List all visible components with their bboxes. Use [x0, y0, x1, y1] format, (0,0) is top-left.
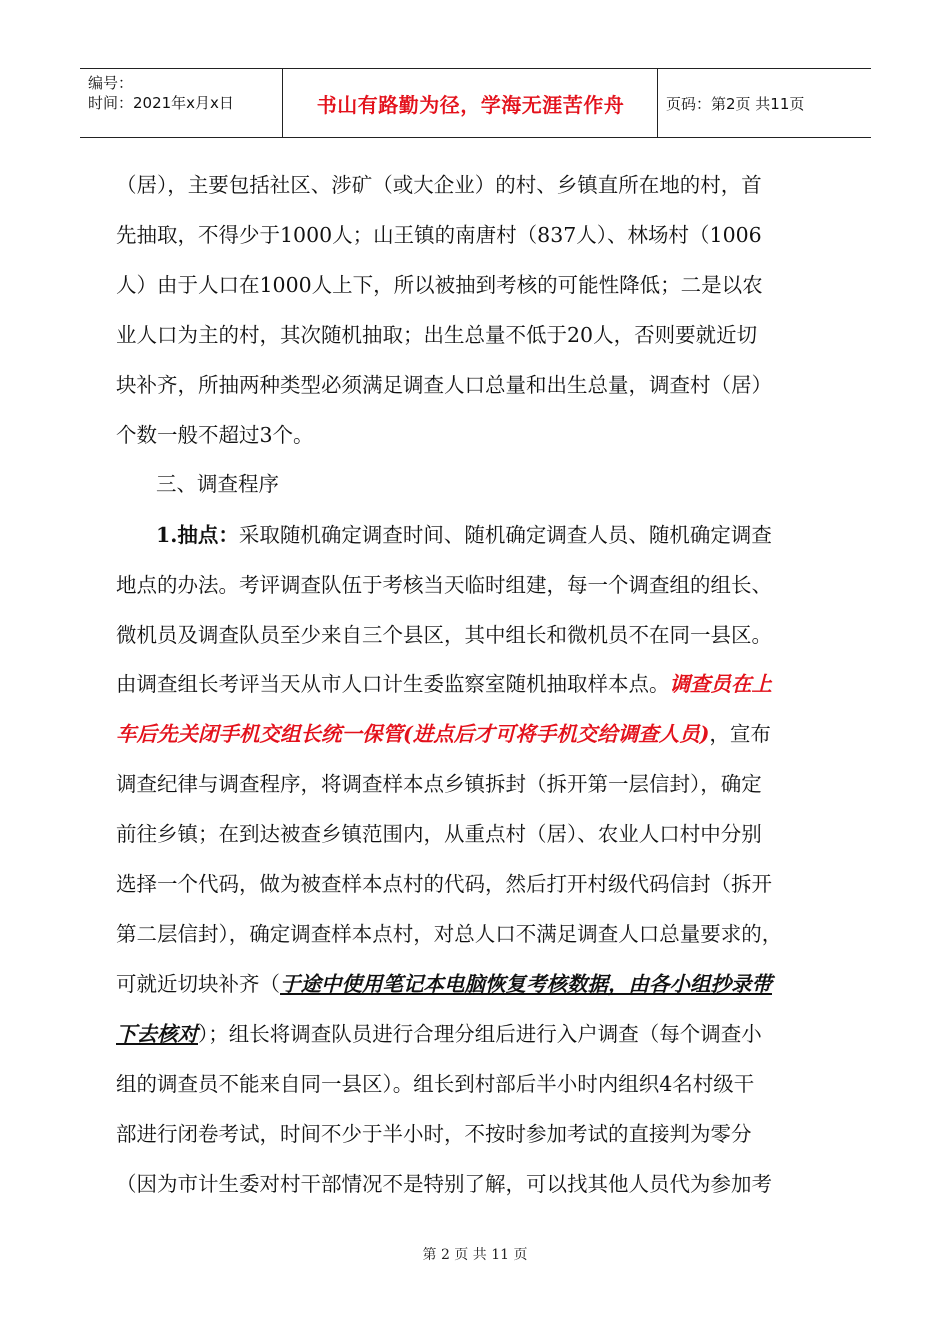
item-text: 采取随机确定调查时间、随机确定调查人员、随机确定调查: [238, 523, 772, 547]
body-line-1: （居），主要包括社区、涉矿（或大企业）的村、乡镇直所在地的村，首: [116, 173, 762, 197]
page-footer: 第 2 页 共 11 页: [422, 1247, 528, 1263]
red-emphasis: 车后先关闭手机交组长统一保管(进点后才可将手机交给调查人员): [116, 722, 710, 746]
item-label: 1.抽点：: [156, 523, 239, 547]
body-text: ，宣布: [709, 722, 771, 746]
body-text: 由调查组长考评当天从市人口计生委监察室随机抽取样本点。: [116, 672, 670, 696]
body-line-5: 块补齐，所抽两种类型必须满足调查人口总量和出生总量，调查村（居）: [116, 373, 772, 397]
body-line-12: [116, 720, 771, 748]
body-line-8: [156, 521, 772, 549]
body-line-11: [116, 670, 772, 698]
body-line-19: 组的调查员不能来自同一县区）。组长到村部后半小时内组织4名村级干: [116, 1072, 755, 1096]
underlined-emphasis: 下去核对: [116, 1022, 198, 1046]
body-line-13: 调查纪律与调查程序，将调查样本点乡镇拆封（拆开第一层信封），确定: [116, 772, 762, 796]
doc-number-label: 编号：: [88, 74, 134, 92]
body-line-2: 先抽取，不得少于1000人；山王镇的南唐村（837人）、林场村（1006: [116, 223, 762, 247]
body-text: 可就近切块补齐（: [116, 972, 280, 996]
body-line-17: [116, 970, 772, 998]
body-line-15: 选择一个代码，做为被查样本点村的代码，然后打开村级代码信封（拆开: [116, 872, 772, 896]
body-line-20: 部进行闭卷考试，时间不少于半小时，不按时参加考试的直接判为零分: [116, 1122, 752, 1146]
body-line-10: 微机员及调查队员至少来自三个县区，其中组长和微机员不在同一县区。: [116, 623, 772, 647]
header-motto: 书山有路勤为径，学海无涯苦作舟: [284, 69, 658, 137]
body-text: ）；组长将调查队员进行合理分组后进行入户调查（每个调查小: [198, 1022, 762, 1046]
body-line-4: 业人口为主的村，其次随机抽取；出生总量不低于20人，否则要就近切: [116, 323, 758, 347]
body-line-16: 第二层信封），确定调查样本点村，对总人口不满足调查人口总量要求的，: [116, 922, 783, 946]
body-line-3: 人）由于人口在1000人上下，所以被抽到考核的可能性降低；二是以农: [116, 273, 763, 297]
page-header: [80, 68, 871, 138]
body-line-9: 地点的办法。考评调查队伍于考核当天临时组建，每一个调查组的组长、: [116, 573, 772, 597]
underlined-emphasis: 于途中使用笔记本电脑恢复考核数据，由各小组抄录带: [280, 972, 772, 996]
body-line-18: [116, 1020, 762, 1048]
red-emphasis: 调查员在上: [669, 672, 772, 696]
doc-date-label: 时间：2021年x月x日: [88, 94, 234, 112]
body-line-6: 个数一般不超过3个。: [116, 423, 314, 447]
body-line-21: （因为市计生委对村干部情况不是特别了解，可以找其他人员代为参加考: [116, 1172, 772, 1196]
header-page-info: 页码：第2页 共11页: [666, 94, 805, 113]
header-meta: [80, 69, 283, 137]
section-heading: 三、调查程序: [156, 472, 279, 496]
body-line-14: 前往乡镇；在到达被查乡镇范围内，从重点村（居）、农业人口村中分别: [116, 822, 762, 846]
